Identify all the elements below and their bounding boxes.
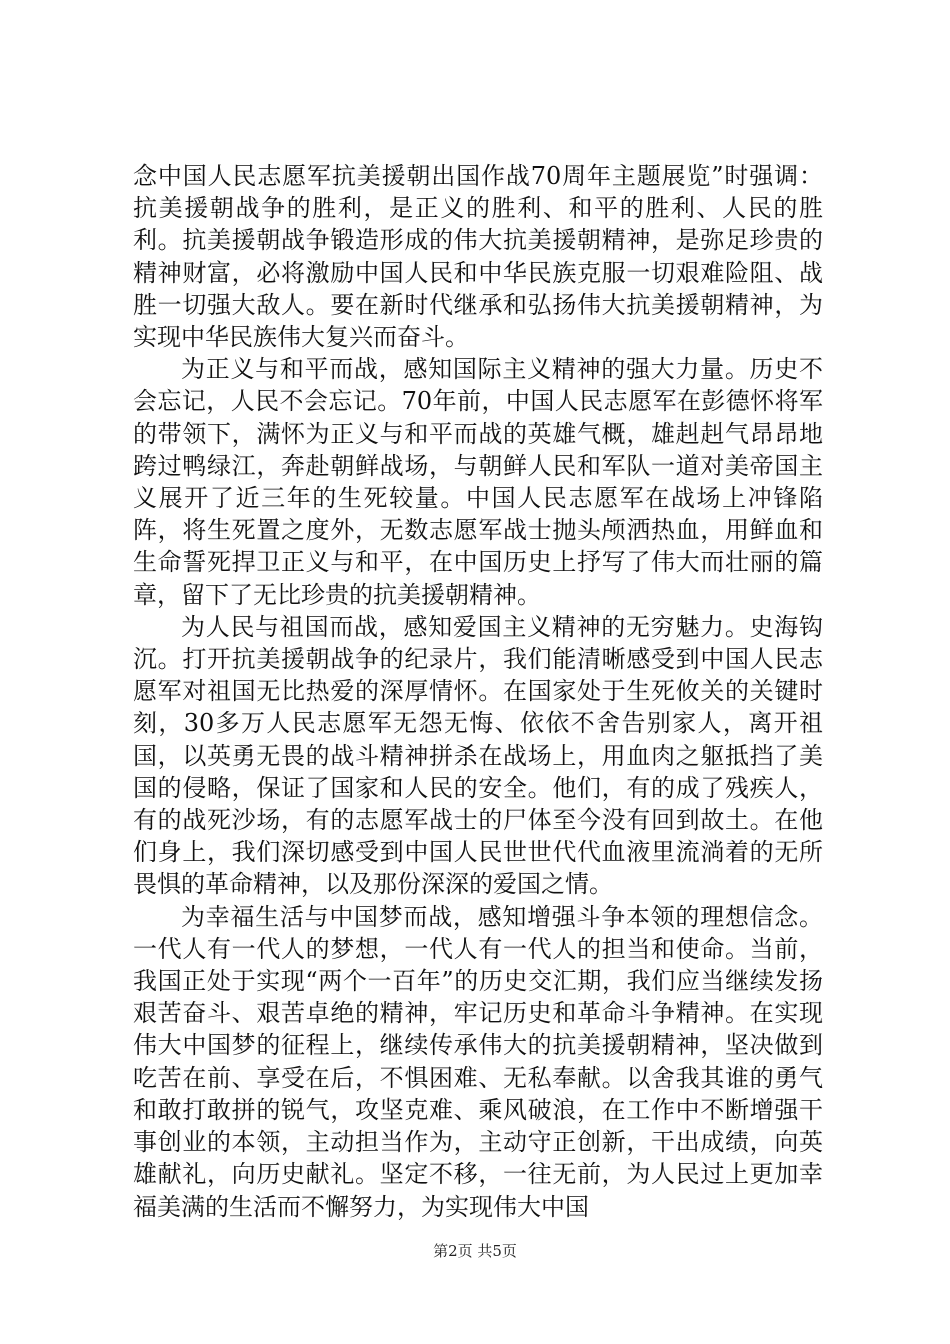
paragraph-2: 为正义与和平而战，感知国际主义精神的强大力量。历史不会忘记，人民不会忘记。70年前，中国人民志愿军在彭德怀将军的带领下，满怀为正义与和平而战的英雄气概，雄赳赳气昂昂地跨过鸭绿江，奔赴朝鲜战场，与朝鲜人民和军队一道对美帝国主义展开了近三年的生死较量。中国人民志愿军在战场上冲锋陷阵，将生死置之度外，无数志愿军战士抛头颅洒热血，用鲜血和生命誓死捍卫正义与和平，在中国历史上抒写了伟大而壮丽的篇章，留下了无比珍贵的抗美援朝精神。 [133,355,823,609]
paragraph-1: 念中国人民志愿军抗美援朝出国作战70周年主题展览”时强调：抗美援朝战争的胜利，是正义的胜利、和平的胜利、人民的胜利。抗美援朝战争锻造形成的伟大抗美援朝精神，是弥足珍贵的精神财富，必将激励中国人民和中华民族克服一切艰难险阻、战胜一切强大敌人。要在新时代继承和弘扬伟大抗美援朝精神，为实现中华民族伟大复兴而奋斗。 [133,162,823,352]
document-body [133,160,823,1223]
paragraph-4: 为幸福生活与中国梦而战，感知增强斗争本领的理想信念。一代人有一代人的梦想，一代人有一代人的担当和使命。当前，我国正处于实现“两个一百年”的历史交汇期，我们应当继续发扬艰苦奋斗、艰苦卓绝的精神，牢记历史和革命斗争精神。在实现伟大中国梦的征程上，继续传承伟大的抗美援朝精神，坚决做到吃苦在前、享受在后，不惧困难、无私奉献。以舍我其谁的勇气和敢打敢拼的锐气，攻坚克难、乘风破浪，在工作中不断增强干事创业的本领，主动担当作为，主动守正创新，干出成绩，向英雄献礼，向历史献礼。坚定不移，一往无前，为人民过上更加幸福美满的生活而不懈努力，为实现伟大中国 [133,902,823,1221]
page-number-footer: 第2页 共5页 [433,1242,517,1260]
paragraph-3: 为人民与祖国而战，感知爱国主义精神的无穷魅力。史海钩沉。打开抗美援朝战争的纪录片，我们能清晰感受到中国人民志愿军对祖国无比热爱的深厚情怀。在国家处于生死攸关的关键时刻，30多万人民志愿军无怨无悔、依依不舍告别家人，离开祖国，以英勇无畏的战斗精神拼杀在战场上，用血肉之躯抵挡了美国的侵略，保证了国家和人民的安全。他们，有的成了残疾人，有的战死沙场，有的志愿军战士的尸体至今没有回到故土。在他们身上，我们深切感受到中国人民世世代代血液里流淌着的无所畏惧的革命精神，以及那份深深的爱国之情。 [133,612,823,899]
